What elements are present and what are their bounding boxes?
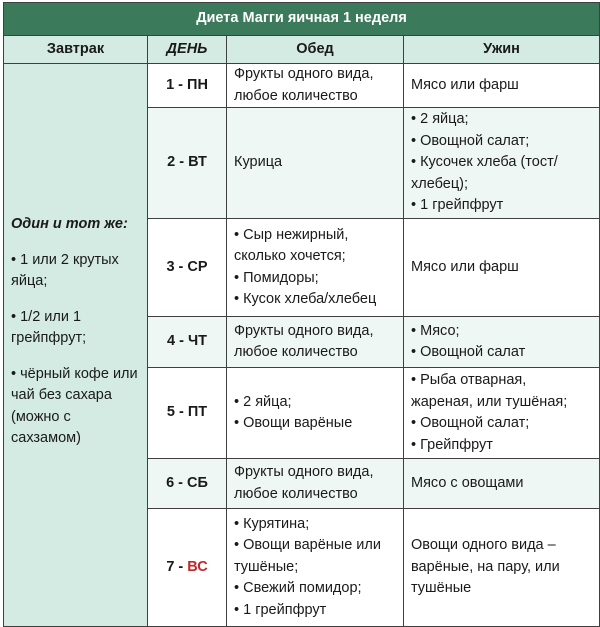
dinner-line: • Грейпфрут xyxy=(411,435,592,457)
lunch-line: любое количество xyxy=(234,344,358,360)
lunch-cell xyxy=(227,108,404,219)
dinner-line: • Кусочек хлеба (тост/хлебец); xyxy=(411,152,592,195)
day-name: ПТ xyxy=(187,404,208,421)
dinner-line: • Овощной салат xyxy=(411,342,592,364)
dinner-line: Овощи одного вида – варёные, на пару, или тушёные xyxy=(411,537,560,597)
day-separator: - xyxy=(174,76,188,93)
day-separator: - xyxy=(174,258,188,275)
day-number: 5 xyxy=(166,404,175,421)
day-name: СБ xyxy=(187,474,208,491)
diet-table-container xyxy=(3,2,599,627)
dinner-line: • Рыба отварная, жареная, или тушёная; xyxy=(411,370,592,413)
lunch-cell xyxy=(227,368,404,459)
lunch-cell xyxy=(227,64,404,108)
lunch-cell xyxy=(227,219,404,317)
day-cell xyxy=(148,368,227,459)
header-day: ДЕНЬ xyxy=(148,36,227,64)
day-separator: - xyxy=(174,404,188,421)
lunch-line: • Свежий помидор; xyxy=(234,578,396,600)
dinner-cell xyxy=(404,64,600,108)
dinner-line: • 2 яйца; xyxy=(411,109,592,131)
lunch-line: любое количество xyxy=(234,87,358,104)
lunch-line: Фрукты одного вида, xyxy=(234,464,374,480)
dinner-cell xyxy=(404,317,600,368)
lunch-line: Фрукты одного вида, xyxy=(234,66,374,82)
dinner-line: Мясо или фарш xyxy=(411,258,519,275)
dinner-cell xyxy=(404,219,600,317)
day-number: 6 xyxy=(166,474,175,491)
day-name: ПН xyxy=(187,76,208,93)
header-breakfast: Завтрак xyxy=(4,36,148,64)
breakfast-title: Один и тот же: xyxy=(11,216,128,232)
lunch-cell xyxy=(227,509,404,627)
day-separator: - xyxy=(174,474,188,491)
lunch-line: • Сыр нежирный, сколько хочется; xyxy=(234,225,396,268)
lunch-cell xyxy=(227,317,404,368)
day-name: ВТ xyxy=(188,154,207,171)
day-separator: - xyxy=(174,558,188,575)
day-cell xyxy=(148,459,227,509)
lunch-cell xyxy=(227,459,404,509)
day-number: 7 xyxy=(166,558,175,575)
lunch-line: • 1 грейпфрут xyxy=(234,600,396,622)
lunch-line: • Помидоры; xyxy=(234,268,396,290)
table-title: Диета Магги яичная 1 неделя xyxy=(4,3,600,36)
day-name: ЧТ xyxy=(187,333,207,350)
lunch-line: • Курятина; xyxy=(234,514,396,536)
day-number: 2 xyxy=(167,154,176,171)
lunch-line: Курица xyxy=(234,154,283,171)
diet-table xyxy=(3,2,600,627)
dinner-line: Мясо с овощами xyxy=(411,474,524,491)
day-name-weekend: ВС xyxy=(187,558,208,575)
lunch-line: • Кусок хлеба/хлебец xyxy=(234,289,396,311)
day-number: 3 xyxy=(166,258,175,275)
dinner-line: Мясо или фарш xyxy=(411,76,519,93)
breakfast-cell xyxy=(4,64,148,627)
header-dinner: Ужин xyxy=(404,36,600,64)
lunch-line: любое количество xyxy=(234,485,358,502)
day-separator: - xyxy=(175,333,188,350)
breakfast-item: • 1 или 2 крутых яйца; xyxy=(11,250,140,293)
dinner-line: • Мясо; xyxy=(411,321,592,343)
lunch-line: • Овощи варёные xyxy=(234,413,396,435)
day-name: СР xyxy=(187,258,208,275)
day-separator: - xyxy=(175,154,189,171)
lunch-line: • Овощи варёные или тушёные; xyxy=(234,535,396,578)
dinner-cell xyxy=(404,108,600,219)
dinner-cell xyxy=(404,509,600,627)
dinner-cell xyxy=(404,368,600,459)
dinner-line: • Овощной салат; xyxy=(411,413,592,435)
header-lunch: Обед xyxy=(227,36,404,64)
day-number: 4 xyxy=(166,333,176,350)
day-number: 1 xyxy=(166,76,175,93)
dinner-line: • 1 грейпфрут xyxy=(411,195,592,217)
title-row xyxy=(4,3,600,36)
breakfast-item: • чёрный кофе или чай без сахара (можно с сахзамом) xyxy=(11,364,140,450)
dinner-line: • Овощной салат; xyxy=(411,131,592,153)
day-cell xyxy=(148,509,227,627)
lunch-line: Фрукты одного вида, xyxy=(234,322,374,339)
day-cell xyxy=(148,317,227,368)
dinner-cell xyxy=(404,459,600,509)
table-row xyxy=(4,64,600,108)
day-cell xyxy=(148,108,227,219)
day-cell xyxy=(148,219,227,317)
day-cell xyxy=(148,64,227,108)
lunch-line: • 2 яйца; xyxy=(234,392,396,414)
breakfast-item: • 1/2 или 1 грейпфрут; xyxy=(11,307,140,350)
header-row xyxy=(4,36,600,64)
